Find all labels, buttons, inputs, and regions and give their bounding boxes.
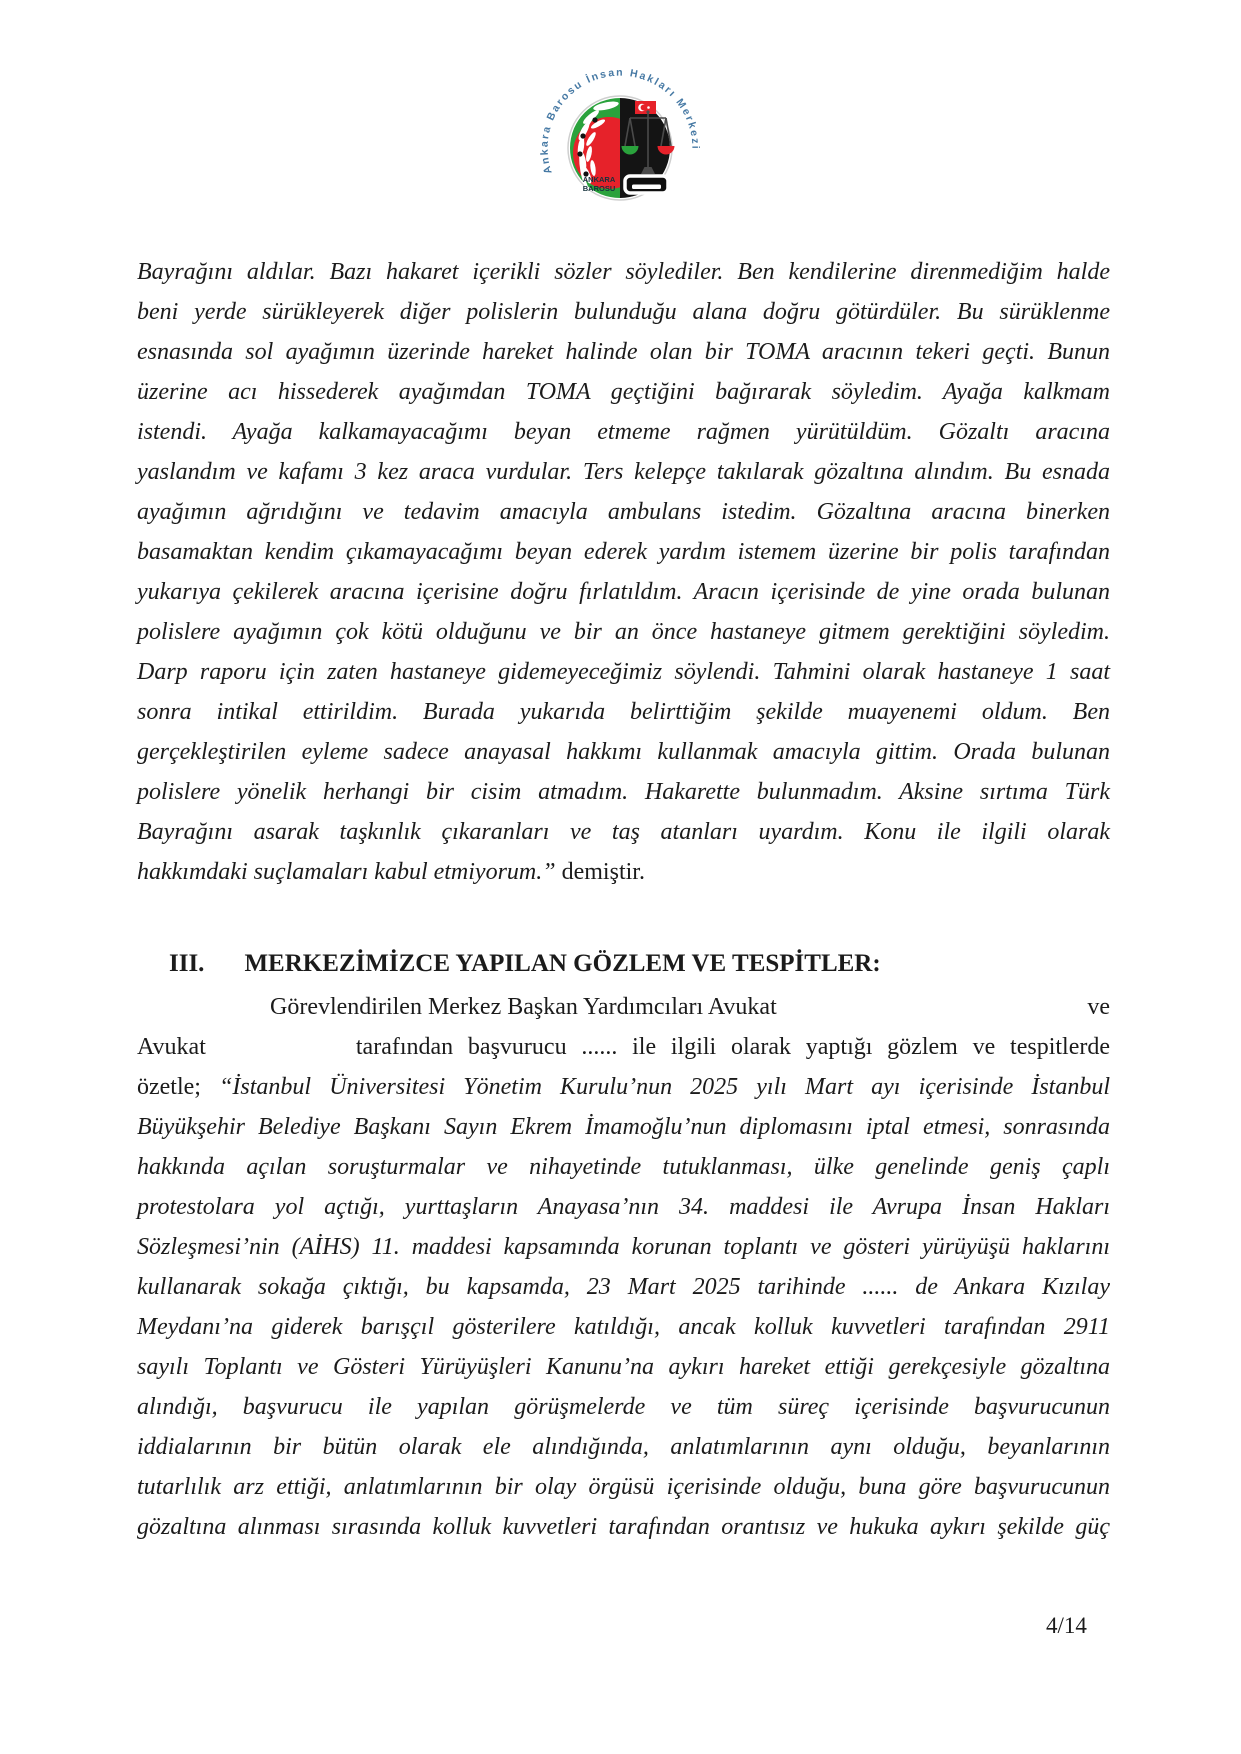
document-body: [137, 252, 1110, 1547]
paragraph-line: beni yerde sürükleyerek diğer polislerin bulunduğu alana doğru götürdüler. Bu sürüklenme: [137, 299, 1110, 325]
logo-emblem: [485, 54, 755, 214]
line-plain-text: özetle;: [137, 1074, 220, 1100]
quote-attribution: demiştir.: [555, 859, 645, 885]
paragraph-line: [137, 1067, 1110, 1107]
line-tail-word: ve: [1087, 994, 1110, 1020]
logo-bottom-text-line1: ANKARA: [582, 175, 616, 184]
paragraph-line: Bayrağını asarak taşkınlık çıkaranları ve taş atanları uyardım. Konu ile ilgili olarak: [137, 819, 1110, 845]
paragraph-line: sonra intikal ettirildim. Burada yukarıda belirttiğim şekilde muayenemi oldum. Ben: [137, 699, 1110, 725]
organization-logo: [485, 54, 755, 214]
paragraph-line: kullanarak sokağa çıktığı, bu kapsamda, 23 Mart 2025 tarihinde ...... de Ankara Kızılay: [137, 1274, 1110, 1300]
paragraph-line: polislere ayağımın çok kötü olduğunu ve bir an önce hastaneye gitmem gerektiğini söyledim.: [137, 619, 1110, 645]
paragraph-line: gerçekleştirilen eyleme sadece anayasal hakkımı kullanmak amacıyla gittim. Orada bulunan: [137, 739, 1110, 765]
logo-bottom-text-line2: BAROSU: [582, 184, 616, 193]
line-text: Görevlendirilen Merkez Başkan Yardımcıları Avukat: [270, 994, 777, 1020]
observations-paragraph: [137, 987, 1110, 1547]
paragraph-line: [137, 1027, 1110, 1067]
testimony-quote-paragraph: [137, 252, 1110, 892]
paragraph-line: alındığı, başvurucu ile yapılan görüşmelerde ve tüm süreç içerisinde başvurucunun: [137, 1394, 1110, 1420]
paragraph-line: ayağımın ağrıdığını ve tedavim amacıyla ambulans istedim. Gözaltına aracına binerken: [137, 499, 1110, 525]
paragraph-line: hakkında açılan soruşturmalar ve nihayetinde tutuklanması, ülke genelinde geniş çaplı: [137, 1154, 1110, 1180]
paragraph-line: üzerine acı hissederek ayağımdan TOMA geçtiğini bağırarak söyledim. Ayağa kalkmam: [137, 379, 1110, 405]
paragraph-line: Meydanı’na giderek barışçıl gösterilere katıldığı, ancak kolluk kuvvetleri tarafından 2911: [137, 1314, 1110, 1340]
paragraph-line: iddialarının bir bütün olarak ele alındığında, anlatımlarının aynı olduğu, beyanlarının: [137, 1434, 1110, 1460]
paragraph-line: Bayrağını aldılar. Bazı hakaret içerikli sözler söylediler. Ben kendilerine direnmediğim halde: [137, 259, 1110, 285]
section-number: III.: [169, 950, 205, 977]
section-title: MERKEZİMİZCE YAPILAN GÖZLEM VE TESPİTLER:: [244, 950, 881, 977]
paragraph-line: gözaltına alınması sırasında kolluk kuvvetleri tarafından orantısız ve hukuka aykırı şekilde güç: [137, 1514, 1110, 1540]
paragraph-line: basamaktan kendim çıkamayacağımı beyan ederek yardım istemem üzerine bir polis tarafından: [137, 539, 1110, 565]
turkish-flag-icon: [635, 101, 656, 114]
paragraph-line: istendi. Ayağa kalkamayacağımı beyan etmeme rağmen yürütüldüm. Gözaltı aracına: [137, 419, 1110, 445]
paragraph-line: Sözleşmesi’nin (AİHS) 11. maddesi kapsamında korunan toplantı ve gösteri yürüyüşü haklarını: [137, 1234, 1110, 1260]
line-text: tarafından başvurucu ...... ile ilgili olarak yaptığı gözlem ve tespitlerde: [355, 1034, 1110, 1060]
quote-closing-text: hakkımdaki suçlamaları kabul etmiyorum.”: [137, 859, 556, 885]
paragraph-line: protestolara yol açtığı, yurttaşların Anayasa’nın 34. maddesi ile Avrupa İnsan Hakları: [137, 1194, 1110, 1220]
paragraph-line: Büyükşehir Belediye Başkanı Sayın Ekrem İmamoğlu’nun diplomasını iptal etmesi, sonrasında: [137, 1114, 1110, 1140]
paragraph-line: [137, 852, 1110, 892]
section-heading: [169, 944, 1110, 984]
page-number: 4/14: [1046, 1613, 1087, 1638]
line-lead-word: Avukat: [137, 1034, 206, 1060]
paragraph-line: tutarlılık arz ettiği, anlatımlarının bir olay örgüsü içerisinde olduğu, buna göre başvurucunun: [137, 1474, 1110, 1500]
logo-arc-text: Ankara Barosu İnsan Hakları Merkezi: [538, 66, 702, 176]
paragraph-line: sayılı Toplantı ve Gösteri Yürüyüşleri Kanunu’na aykırı hareket ettiği gerekçesiyle gözaltına: [137, 1354, 1110, 1380]
line-quoted-text: “İstanbul Üniversitesi Yönetim Kurulu’nun 2025 yılı Mart ayı içerisinde İstanbul: [219, 1074, 1110, 1100]
paragraph-line: esnasında sol ayağımın üzerinde hareket halinde olan bir TOMA aracının tekeri geçti. Bunun: [137, 339, 1110, 365]
book-icon: [625, 176, 668, 193]
paragraph-line: Darp raporu için zaten hastaneye gidemeyeceğimiz söylendi. Tahmini olarak hastaneye 1 saat: [137, 659, 1110, 685]
paragraph-line: [137, 987, 1110, 1027]
paragraph-line: yaslandım ve kafamı 3 kez araca vurdular. Ters kelepçe takılarak gözaltına alındım. Bu esnada: [137, 459, 1110, 485]
paragraph-line: yukarıya çekilerek aracına içerisine doğru fırlatıldım. Aracın içerisinde de yine orada bulunan: [137, 579, 1110, 605]
paragraph-line: polislere yönelik herhangi bir cisim atmadım. Hakarette bulunmadım. Aksine sırtıma Türk: [137, 779, 1110, 805]
